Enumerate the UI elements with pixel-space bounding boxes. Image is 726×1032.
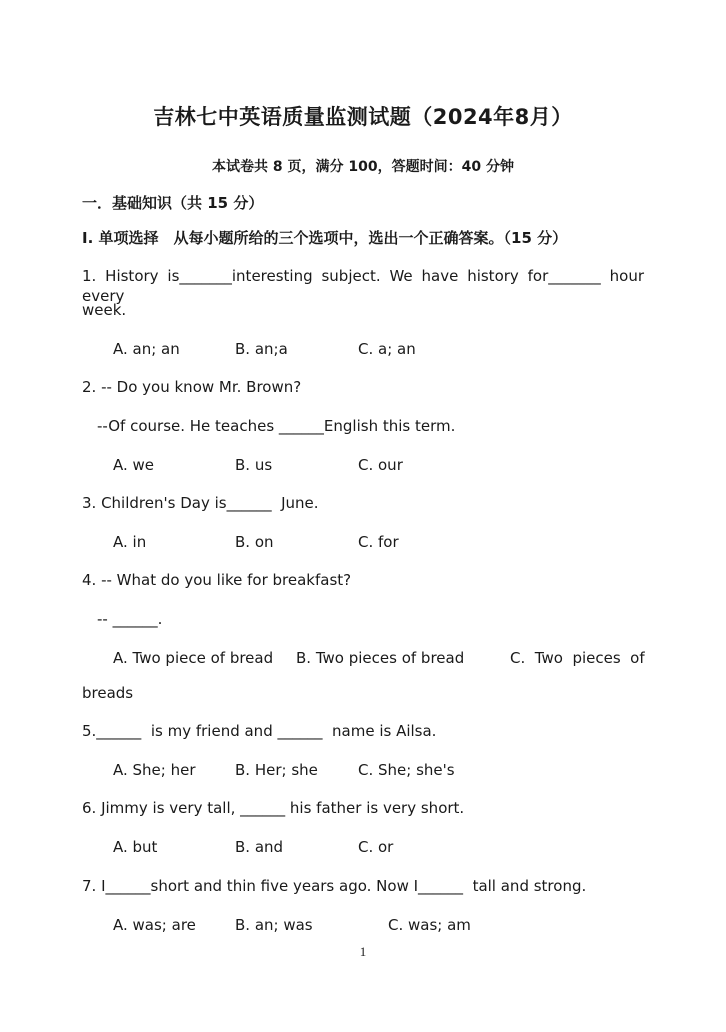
question-1-option-c: C. a; an (358, 340, 416, 358)
question-1-text: 1. History is_______interesting subject. We have history for_______ hour every (82, 267, 644, 305)
question-6-option-b: B. and (235, 838, 284, 856)
exam-info: 本试卷共 8 页，满分 100，答题时间：40 分钟 (212, 159, 514, 175)
question-2-option-a: A. we (113, 456, 155, 474)
section-heading: 一．基础知识（共 15 分） (82, 194, 264, 212)
question-7-text: 7. I______short and thin five years ago. Now I______ tall and strong. (82, 877, 587, 895)
question-6-text: 6. Jimmy is very tall, ______ his father is very short. (82, 799, 465, 817)
page-title: 吉林七中英语质量监测试题（2024年8月） (153, 105, 573, 129)
question-1-option-a: A. an; an (113, 340, 180, 358)
question-7-option-a: A. was; are (113, 916, 196, 934)
question-3-text: 3. Children's Day is______ June. (82, 494, 319, 512)
part-heading: Ⅰ. 单项选择 从每小题所给的三个选项中，选出一个正确答案。（15 分） (82, 229, 568, 247)
question-4-option-b: B. Two pieces of bread (296, 649, 465, 667)
question-3-option-a: A. in (113, 533, 147, 551)
question-1-text-cont: week. (82, 301, 127, 319)
question-2-text: 2. -- Do you know Mr. Brown? (82, 378, 302, 396)
question-3-option-c: C. for (358, 533, 399, 551)
question-5-option-c: C. She; she's (358, 761, 455, 779)
question-7-option-c: C. was; am (388, 916, 471, 934)
question-5-text: 5.______ is my friend and ______ name is Ailsa. (82, 722, 437, 740)
question-2-option-c: C. our (358, 456, 403, 474)
question-1-option-b: B. an;a (235, 340, 288, 358)
question-5-option-a: A. She; her (113, 761, 196, 779)
question-6-option-c: C. or (358, 838, 394, 856)
question-4-text-cont: -- ______. (97, 610, 163, 628)
question-7-option-b: B. an; was (235, 916, 313, 934)
question-4-option-a: A. Two piece of bread (113, 649, 274, 667)
question-2-option-b: B. us (235, 456, 273, 474)
question-6-option-a: A. but (113, 838, 158, 856)
question-3-option-b: B. on (235, 533, 274, 551)
question-2-text-cont: --Of course. He teaches ______English this term. (97, 417, 456, 435)
question-4-option-c: C. Two pieces of (510, 649, 645, 667)
page-number: 1 (359, 944, 367, 959)
question-4-text: 4. -- What do you like for breakfast? (82, 571, 352, 589)
question-4-option-c-cont: breads (82, 684, 134, 702)
question-5-option-b: B. Her; she (235, 761, 318, 779)
